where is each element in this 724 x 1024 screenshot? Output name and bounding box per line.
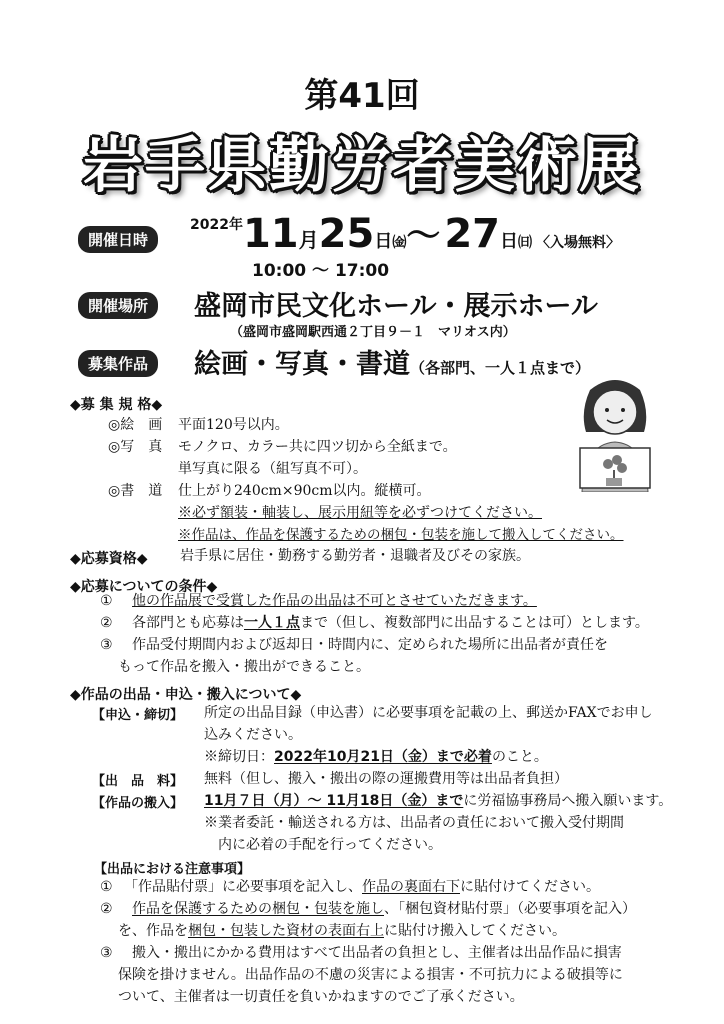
end-weekday: ㈰ [517, 235, 532, 251]
note-2-packing: 作品を保護するための梱包・包装を施し [132, 901, 384, 917]
fee-label: 【出 品 料】 [92, 774, 184, 789]
spec-calligraphy-1: 仕上がり240cm×90cm以内。縦横可。 [178, 483, 431, 499]
note-1-number: ① [100, 879, 113, 895]
venue-label-badge: 開催場所 [78, 292, 158, 319]
day-unit: 日 [374, 231, 393, 252]
note-3-line-2: 保険を掛けません。出品作品の不慮の災害による損害・不可抗力による破損等に [118, 967, 623, 983]
deadline-line [204, 746, 548, 768]
condition-3-line-1: 作品受付期間内および返却日・時間内に、定められた場所に出品者が責任を [132, 637, 608, 653]
start-month: 11 [242, 211, 299, 257]
condition-3-number: ③ [100, 637, 113, 653]
note-1-text-c: に貼付けてください。 [460, 879, 600, 895]
apply-label: 【申込・締切】 [92, 708, 184, 723]
condition-2-text-a: 各部門とも応募は [132, 615, 244, 631]
note-2-position: 梱包・包装した資材の表面右上 [188, 923, 384, 939]
start-day: 25 [318, 211, 375, 257]
note-2-number: ② [100, 901, 113, 917]
eligibility-heading: ◆応募資格◆ [70, 551, 148, 567]
event-time: 10:00 〜 17:00 [252, 261, 390, 281]
spec-photo-2: 単写真に限る（組写真不可）。 [178, 461, 367, 477]
deadline-suffix: のこと。 [491, 749, 548, 765]
note-3-number: ③ [100, 945, 113, 961]
condition-2-text-c: まで（但し、複数部門に出品することは可）とします。 [300, 615, 649, 631]
works-label-badge: 募集作品 [78, 350, 158, 377]
apply-line-1: 所定の出品目録（申込書）に必要事項を記載の上、郵送かFAXでお申し [204, 705, 653, 721]
venue-address: （盛岡市盛岡駅西通２丁目９－１ マリオス内） [230, 325, 516, 340]
specs-heading: ◆募 集 規 格◆ [70, 397, 163, 413]
delivery-label: 【作品の搬入】 [92, 796, 184, 811]
spec-painting: 平面120号以内。 [178, 417, 289, 433]
date-tilde: 〜 [406, 216, 441, 256]
spec-calligraphy-3: ※作品は、作品を保護するための梱包・包装を施して搬入してください。 [178, 527, 624, 543]
spec-calligraphy-2: ※必ず額装・軸装し、展示用紐等を必ずつけてください。 [178, 505, 542, 521]
delivery-line-1 [204, 790, 672, 812]
delivery-line-2: ※業者委託・輸送される方は、出品者の責任において搬入受付期間 [204, 815, 624, 831]
works-limit-note: （各部門、一人１点まで） [410, 359, 591, 377]
deadline-prefix: ※締切日： [204, 749, 274, 765]
spec-photo-1: モノクロ、カラー共に四ツ切から全紙まで。 [178, 439, 457, 455]
note-2-text-c: を、作品を [118, 923, 188, 939]
fee-text: 無料（但し、搬入・搬出の際の運搬費用等は出品者負担） [204, 771, 568, 787]
works-categories [194, 342, 590, 381]
note-2-line-1 [132, 898, 636, 920]
exhibition-title: 岩手県勤労者美術展 [83, 131, 641, 201]
condition-2-number: ② [100, 615, 113, 631]
condition-2-limit: 一人１点 [244, 615, 300, 631]
spec-calligraphy-label: ◎書 道 [108, 483, 163, 499]
note-2-line-2 [118, 920, 566, 942]
end-day: 27 [444, 211, 500, 257]
condition-1: 他の作品展で受賞した作品の出品は不可とさせていただきます。 [132, 593, 537, 609]
note-2-text-b: 、「梱包資材貼付票」（必要事項を記入） [384, 901, 636, 917]
condition-1-number: ① [100, 593, 113, 609]
submission-heading: ◆作品の出品・申込・搬入について◆ [70, 687, 302, 703]
apply-line-2: 込みください。 [204, 727, 302, 743]
start-weekday: ㈮ [392, 235, 407, 251]
free-admission: 〈入場無料〉 [535, 235, 620, 251]
notes-heading: 【出品における注意事項】 [94, 862, 251, 877]
delivery-line-3: 内に必着の手配を行ってください。 [218, 837, 442, 853]
delivery-period: 11月７日（月）〜 11月18日（金）まで [204, 793, 464, 809]
delivery-destination: に労福協事務局へ搬入願います。 [463, 793, 673, 809]
conditions-heading: ◆応募についての条件◆ [70, 579, 218, 595]
spec-photo-label: ◎写 真 [108, 439, 163, 455]
note-3-line-1: 搬入・搬出にかかる費用はすべて出品者の負担とし、主催者は出品作品に損害 [132, 945, 622, 961]
spec-painting-label: ◎絵 画 [108, 417, 163, 433]
date-label-badge: 開催日時 [78, 226, 158, 253]
deadline-date: 2022年10月21日（金）まで必着 [274, 749, 492, 765]
edition-heading: 第41回 [304, 76, 420, 116]
eligibility-text: 岩手県に居住・勤務する勤労者・退職者及びその家族。 [180, 548, 530, 564]
note-1-text-a: 「作品貼付票」に必要事項を記入し、 [124, 879, 362, 895]
event-date [190, 208, 620, 257]
venue-name: 盛岡市民文化ホール・展示ホール [194, 291, 598, 322]
condition-3-line-2: もって作品を搬入・搬出ができること。 [118, 659, 370, 675]
note-1-position: 作品の裏面右下 [362, 879, 460, 895]
event-year: 2022年 [190, 217, 243, 233]
person-holding-painting-illustration [570, 372, 660, 492]
note-1 [124, 876, 600, 898]
month-unit: 月 [298, 228, 319, 252]
note-3-line-3: ついて、主催者は一切責任を負いかねますのでご了承ください。 [118, 989, 524, 1005]
condition-2 [132, 612, 649, 634]
works-names: 絵画・写真・書道 [194, 349, 410, 380]
end-day-unit: 日 [499, 231, 518, 252]
note-2-text-e: に貼付け搬入してください。 [384, 923, 566, 939]
